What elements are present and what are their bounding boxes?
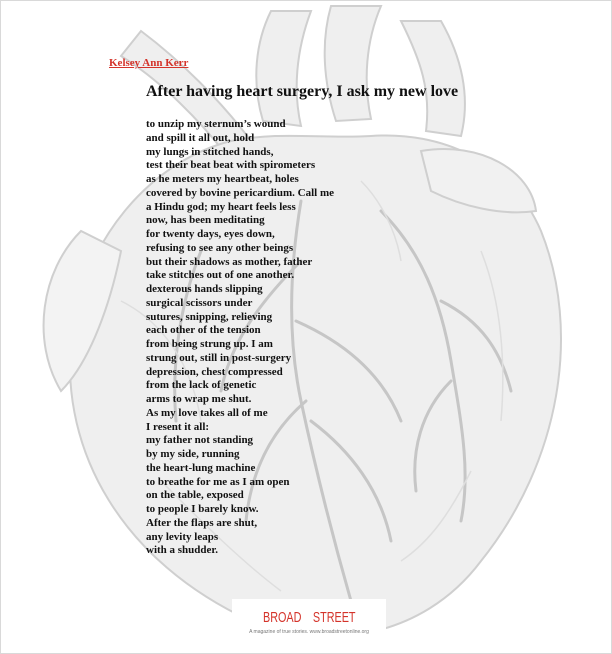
poem-line: take stitches out of one another. bbox=[146, 269, 295, 282]
poem-line: by my side, running bbox=[146, 448, 240, 460]
poem-line: a Hindu god; my heart feels less bbox=[146, 200, 296, 213]
author-name[interactable]: Kelsey Ann Kerr bbox=[109, 57, 189, 69]
poem-line: I resent it all: bbox=[146, 420, 210, 433]
poem-body bbox=[146, 118, 334, 558]
poem-line: test their beat beat with spirometers bbox=[146, 159, 316, 172]
poem-line: to unzip my sternum’s wound bbox=[146, 118, 286, 130]
poem-line: but their shadows as mother, father bbox=[146, 255, 313, 268]
poem-line: to breathe for me as I am open bbox=[146, 475, 290, 488]
poem-line: refusing to see any other beings bbox=[146, 241, 294, 254]
magazine-footer bbox=[232, 599, 386, 654]
poem-line: dexterous hands slipping bbox=[146, 283, 263, 295]
poem-line: to people I barely know. bbox=[146, 503, 259, 515]
poem-line: each other of the tension bbox=[146, 324, 261, 337]
logo-word-street: STREET bbox=[312, 609, 356, 626]
poem-line: my father not standing bbox=[146, 434, 254, 447]
poem-line: strung out, still in post-surgery bbox=[146, 351, 292, 364]
poem-line: with a shudder. bbox=[146, 544, 219, 557]
poem-line: as he meters my heartbeat, holes bbox=[146, 173, 299, 185]
footer-tagline: A magazine of true stories. www.broadstreetonline.org bbox=[249, 629, 369, 635]
poem-line: sutures, snipping, relieving bbox=[146, 310, 273, 323]
broad-street-logo[interactable] bbox=[263, 609, 356, 626]
poem-line: my lungs in stitched hands, bbox=[146, 145, 274, 158]
poem-line: from the lack of genetic bbox=[146, 379, 257, 392]
poem-line: from being strung up. I am bbox=[146, 338, 273, 350]
logo-word-broad: BROAD bbox=[262, 609, 302, 626]
poem-line: depression, chest compressed bbox=[146, 365, 283, 378]
poem-line: surgical scissors under bbox=[146, 296, 253, 309]
poem-line: arms to wrap me shut. bbox=[146, 393, 252, 405]
poem-line: on the table, exposed bbox=[146, 489, 244, 502]
poem-title: After having heart surgery, I ask my new love bbox=[146, 83, 459, 100]
poem-line: and spill it all out, hold bbox=[146, 131, 255, 144]
poem-line: for twenty days, eyes down, bbox=[146, 228, 275, 240]
poem-line: covered by bovine pericardium. Call me bbox=[146, 186, 334, 199]
poem-line: the heart-lung machine bbox=[146, 461, 256, 474]
poem-line: After the flaps are shut, bbox=[146, 516, 258, 529]
poem-line: now, has been meditating bbox=[146, 214, 265, 227]
poem-line: As my love takes all of me bbox=[146, 406, 268, 419]
poem-line: any levity leaps bbox=[146, 530, 219, 543]
